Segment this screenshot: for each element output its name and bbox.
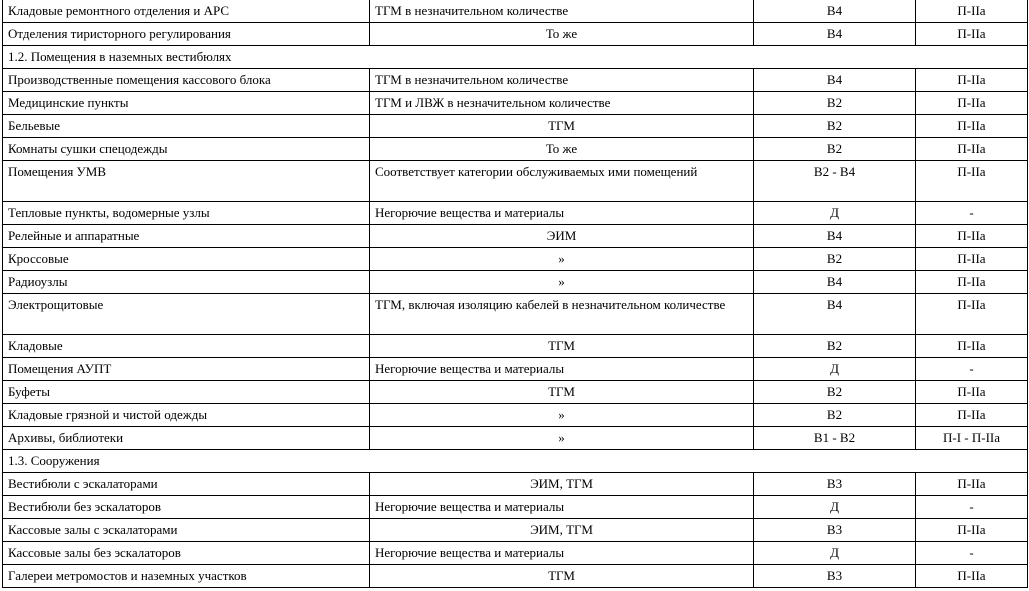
substance-cell-text: ТГМ в незначительном количестве	[375, 72, 569, 87]
category-cell-text: В2	[826, 384, 843, 399]
premises-name-cell-text: Кассовые залы с эскалаторами	[8, 522, 178, 537]
category-cell	[754, 358, 916, 381]
category-cell	[754, 23, 916, 46]
table-row	[3, 115, 1028, 138]
premises-name-cell-text: Кроссовые	[8, 251, 69, 266]
category-cell-text: В2	[826, 118, 843, 133]
section-title	[3, 46, 1028, 69]
substance-cell-text: Негорючие вещества и материалы	[375, 499, 565, 514]
category-cell-text: В2	[826, 407, 843, 422]
premises-name-cell-text: Архивы, библиотеки	[8, 430, 124, 445]
substance-cell-text: ТГМ	[548, 118, 575, 133]
table-row	[3, 202, 1028, 225]
zone-class-cell-text: П-IIа	[957, 164, 986, 179]
category-cell	[754, 542, 916, 565]
premises-category-table	[2, 0, 1028, 588]
premises-name-cell-text: Буфеты	[8, 384, 50, 399]
premises-name-cell	[3, 473, 370, 496]
zone-class-cell-text: П-IIа	[957, 407, 986, 422]
category-cell-text: Д	[830, 361, 839, 376]
zone-class-cell-text: П-IIа	[957, 476, 986, 491]
premises-name-cell-text: Электрощитовые	[8, 297, 104, 312]
category-cell-text: В2	[826, 251, 843, 266]
zone-class-cell-text: -	[969, 545, 974, 560]
category-cell	[754, 294, 916, 335]
substance-cell-text: »	[558, 407, 565, 422]
substance-cell-text: ЭИМ, ТГМ	[530, 522, 593, 537]
table-row	[3, 542, 1028, 565]
category-cell-text: В3	[826, 522, 843, 537]
section-title-text: 1.2. Помещения в наземных вестибюлях	[8, 49, 232, 64]
substance-cell-text: »	[558, 430, 565, 445]
premises-name-cell	[3, 335, 370, 358]
zone-class-cell-text: -	[969, 205, 974, 220]
substance-cell-text: ЭИМ	[546, 228, 577, 243]
category-cell	[754, 138, 916, 161]
premises-name-cell	[3, 358, 370, 381]
premises-name-cell-text: Помещения АУПТ	[8, 361, 112, 376]
table-row	[3, 271, 1028, 294]
category-cell-text: В4	[826, 228, 843, 243]
category-cell-text: Д	[830, 499, 839, 514]
zone-class-cell	[916, 496, 1028, 519]
category-cell-text: Д	[830, 205, 839, 220]
zone-class-cell	[916, 161, 1028, 202]
category-cell	[754, 248, 916, 271]
table-row	[3, 225, 1028, 248]
category-cell	[754, 473, 916, 496]
zone-class-cell	[916, 358, 1028, 381]
category-cell	[754, 427, 916, 450]
category-cell-text: В2	[826, 338, 843, 353]
substance-cell	[370, 138, 754, 161]
zone-class-cell	[916, 335, 1028, 358]
substance-cell	[370, 271, 754, 294]
premises-name-cell-text: Вестибюли без эскалаторов	[8, 499, 162, 514]
premises-name-cell-text: Релейные и аппаратные	[8, 228, 140, 243]
category-cell	[754, 161, 916, 202]
premises-name-cell-text: Кладовые ремонтного отделения и АРС	[8, 3, 230, 18]
substance-cell-text: ТГМ и ЛВЖ в незначительном количестве	[375, 95, 611, 110]
category-cell-text: В4	[826, 26, 843, 41]
substance-cell-text: Соответствует категории обслуживаемых ими помещений	[375, 164, 698, 179]
category-cell-text: В3	[826, 476, 843, 491]
premises-name-cell-text: Кассовые залы без эскалаторов	[8, 545, 181, 560]
zone-class-cell	[916, 23, 1028, 46]
category-cell	[754, 381, 916, 404]
substance-cell-text: Негорючие вещества и материалы	[375, 545, 565, 560]
category-cell	[754, 335, 916, 358]
zone-class-cell-text: П-IIа	[957, 72, 986, 87]
zone-class-cell	[916, 404, 1028, 427]
category-cell-text: В4	[826, 72, 843, 87]
table-row	[3, 23, 1028, 46]
premises-name-cell-text: Радиоузлы	[8, 274, 68, 289]
substance-cell	[370, 496, 754, 519]
premises-name-cell	[3, 271, 370, 294]
premises-name-cell	[3, 565, 370, 588]
category-cell-text: В4	[826, 3, 843, 18]
zone-class-cell	[916, 381, 1028, 404]
category-cell	[754, 404, 916, 427]
category-cell	[754, 565, 916, 588]
premises-name-cell	[3, 519, 370, 542]
table-row	[3, 404, 1028, 427]
table-row	[3, 335, 1028, 358]
zone-class-cell-text: П-IIа	[957, 384, 986, 399]
zone-class-cell	[916, 294, 1028, 335]
premises-name-cell	[3, 542, 370, 565]
zone-class-cell	[916, 138, 1028, 161]
premises-name-cell	[3, 23, 370, 46]
section-row	[3, 46, 1028, 69]
substance-cell-text: ЭИМ, ТГМ	[530, 476, 593, 491]
zone-class-cell	[916, 225, 1028, 248]
table-row	[3, 381, 1028, 404]
category-cell	[754, 225, 916, 248]
premises-name-cell	[3, 404, 370, 427]
table-row	[3, 427, 1028, 450]
substance-cell-text: »	[558, 274, 565, 289]
premises-name-cell-text: Помещения УМВ	[8, 164, 106, 179]
zone-class-cell-text: П-IIа	[957, 297, 986, 312]
substance-cell	[370, 427, 754, 450]
zone-class-cell-text: П-IIа	[957, 26, 986, 41]
substance-cell	[370, 92, 754, 115]
premises-name-cell	[3, 202, 370, 225]
table-row	[3, 69, 1028, 92]
substance-cell	[370, 23, 754, 46]
table-body	[3, 0, 1028, 588]
substance-cell-text: ТГМ	[548, 338, 575, 353]
substance-cell	[370, 294, 754, 335]
category-cell-text: В4	[826, 297, 843, 312]
zone-class-cell-text: П-IIа	[957, 274, 986, 289]
zone-class-cell	[916, 69, 1028, 92]
category-cell-text: Д	[830, 545, 839, 560]
substance-cell-text: Негорючие вещества и материалы	[375, 361, 565, 376]
category-cell	[754, 92, 916, 115]
zone-class-cell-text: -	[969, 499, 974, 514]
substance-cell	[370, 202, 754, 225]
category-cell-text: В4	[826, 274, 843, 289]
substance-cell	[370, 473, 754, 496]
zone-class-cell	[916, 202, 1028, 225]
substance-cell-text: ТГМ в незначительном количестве	[375, 3, 569, 18]
category-cell	[754, 69, 916, 92]
table-row	[3, 92, 1028, 115]
table-row	[3, 473, 1028, 496]
table-row	[3, 565, 1028, 588]
premises-name-cell-text: Медицинские пункты	[8, 95, 129, 110]
zone-class-cell	[916, 0, 1028, 23]
premises-name-cell-text: Кладовые	[8, 338, 63, 353]
zone-class-cell	[916, 519, 1028, 542]
premises-name-cell	[3, 115, 370, 138]
substance-cell-text: ТГМ	[548, 384, 575, 399]
category-cell	[754, 496, 916, 519]
zone-class-cell-text: П-IIа	[957, 141, 986, 156]
zone-class-cell-text: П-I - П-IIа	[942, 430, 1001, 445]
zone-class-cell-text: П-IIа	[957, 522, 986, 537]
table-row	[3, 358, 1028, 381]
substance-cell-text: ТГМ	[548, 568, 575, 583]
table-row	[3, 496, 1028, 519]
premises-name-cell-text: Галереи метромостов и наземных участков	[8, 568, 247, 583]
table-row	[3, 519, 1028, 542]
substance-cell	[370, 565, 754, 588]
section-row	[3, 450, 1028, 473]
table-row	[3, 0, 1028, 23]
substance-cell	[370, 404, 754, 427]
zone-class-cell	[916, 271, 1028, 294]
table-row	[3, 161, 1028, 202]
substance-cell-text: То же	[545, 26, 578, 41]
substance-cell	[370, 115, 754, 138]
zone-class-cell	[916, 427, 1028, 450]
category-cell	[754, 115, 916, 138]
substance-cell	[370, 248, 754, 271]
category-cell-text: В2	[826, 141, 843, 156]
category-cell	[754, 271, 916, 294]
substance-cell-text: »	[558, 251, 565, 266]
table-row	[3, 248, 1028, 271]
premises-name-cell-text: Комнаты сушки спецодежды	[8, 141, 168, 156]
category-cell-text: В2	[826, 95, 843, 110]
premises-name-cell-text: Отделения тиристорного регулирования	[8, 26, 231, 41]
premises-name-cell	[3, 69, 370, 92]
category-cell-text: В1 - В2	[813, 430, 856, 445]
category-cell	[754, 0, 916, 23]
zone-class-cell-text: П-IIа	[957, 338, 986, 353]
zone-class-cell-text: П-IIа	[957, 95, 986, 110]
premises-name-cell	[3, 161, 370, 202]
substance-cell-text: ТГМ, включая изоляцию кабелей в незначительном количестве	[375, 297, 726, 312]
premises-name-cell-text: Тепловые пункты, водомерные узлы	[8, 205, 210, 220]
substance-cell	[370, 225, 754, 248]
zone-class-cell	[916, 92, 1028, 115]
substance-cell	[370, 161, 754, 202]
premises-name-cell	[3, 381, 370, 404]
zone-class-cell	[916, 115, 1028, 138]
zone-class-cell-text: П-IIа	[957, 118, 986, 133]
substance-cell	[370, 542, 754, 565]
zone-class-cell-text: П-IIа	[957, 251, 986, 266]
premises-name-cell	[3, 138, 370, 161]
premises-name-cell	[3, 92, 370, 115]
zone-class-cell	[916, 565, 1028, 588]
premises-name-cell-text: Вестибюли с эскалаторами	[8, 476, 158, 491]
table-row	[3, 138, 1028, 161]
category-cell	[754, 202, 916, 225]
premises-name-cell	[3, 248, 370, 271]
premises-name-cell	[3, 225, 370, 248]
premises-name-cell-text: Кладовые грязной и чистой одежды	[8, 407, 208, 422]
zone-class-cell-text: -	[969, 361, 974, 376]
category-cell	[754, 519, 916, 542]
category-cell-text: В3	[826, 568, 843, 583]
category-cell-text: В2 - В4	[813, 164, 856, 179]
substance-cell	[370, 69, 754, 92]
premises-name-cell	[3, 294, 370, 335]
substance-cell	[370, 0, 754, 23]
zone-class-cell-text: П-IIа	[957, 568, 986, 583]
premises-name-cell-text: Производственные помещения кассового блока	[8, 72, 271, 87]
substance-cell	[370, 335, 754, 358]
substance-cell	[370, 519, 754, 542]
premises-name-cell	[3, 496, 370, 519]
premises-name-cell	[3, 427, 370, 450]
premises-name-cell-text: Бельевые	[8, 118, 61, 133]
substance-cell-text: Негорючие вещества и материалы	[375, 205, 565, 220]
table-row	[3, 294, 1028, 335]
substance-cell-text: То же	[545, 141, 578, 156]
zone-class-cell-text: П-IIа	[957, 3, 986, 18]
zone-class-cell	[916, 248, 1028, 271]
section-title-text: 1.3. Сооружения	[8, 453, 100, 468]
zone-class-cell-text: П-IIа	[957, 228, 986, 243]
section-title	[3, 450, 1028, 473]
substance-cell	[370, 358, 754, 381]
premises-name-cell	[3, 0, 370, 23]
zone-class-cell	[916, 473, 1028, 496]
zone-class-cell	[916, 542, 1028, 565]
substance-cell	[370, 381, 754, 404]
